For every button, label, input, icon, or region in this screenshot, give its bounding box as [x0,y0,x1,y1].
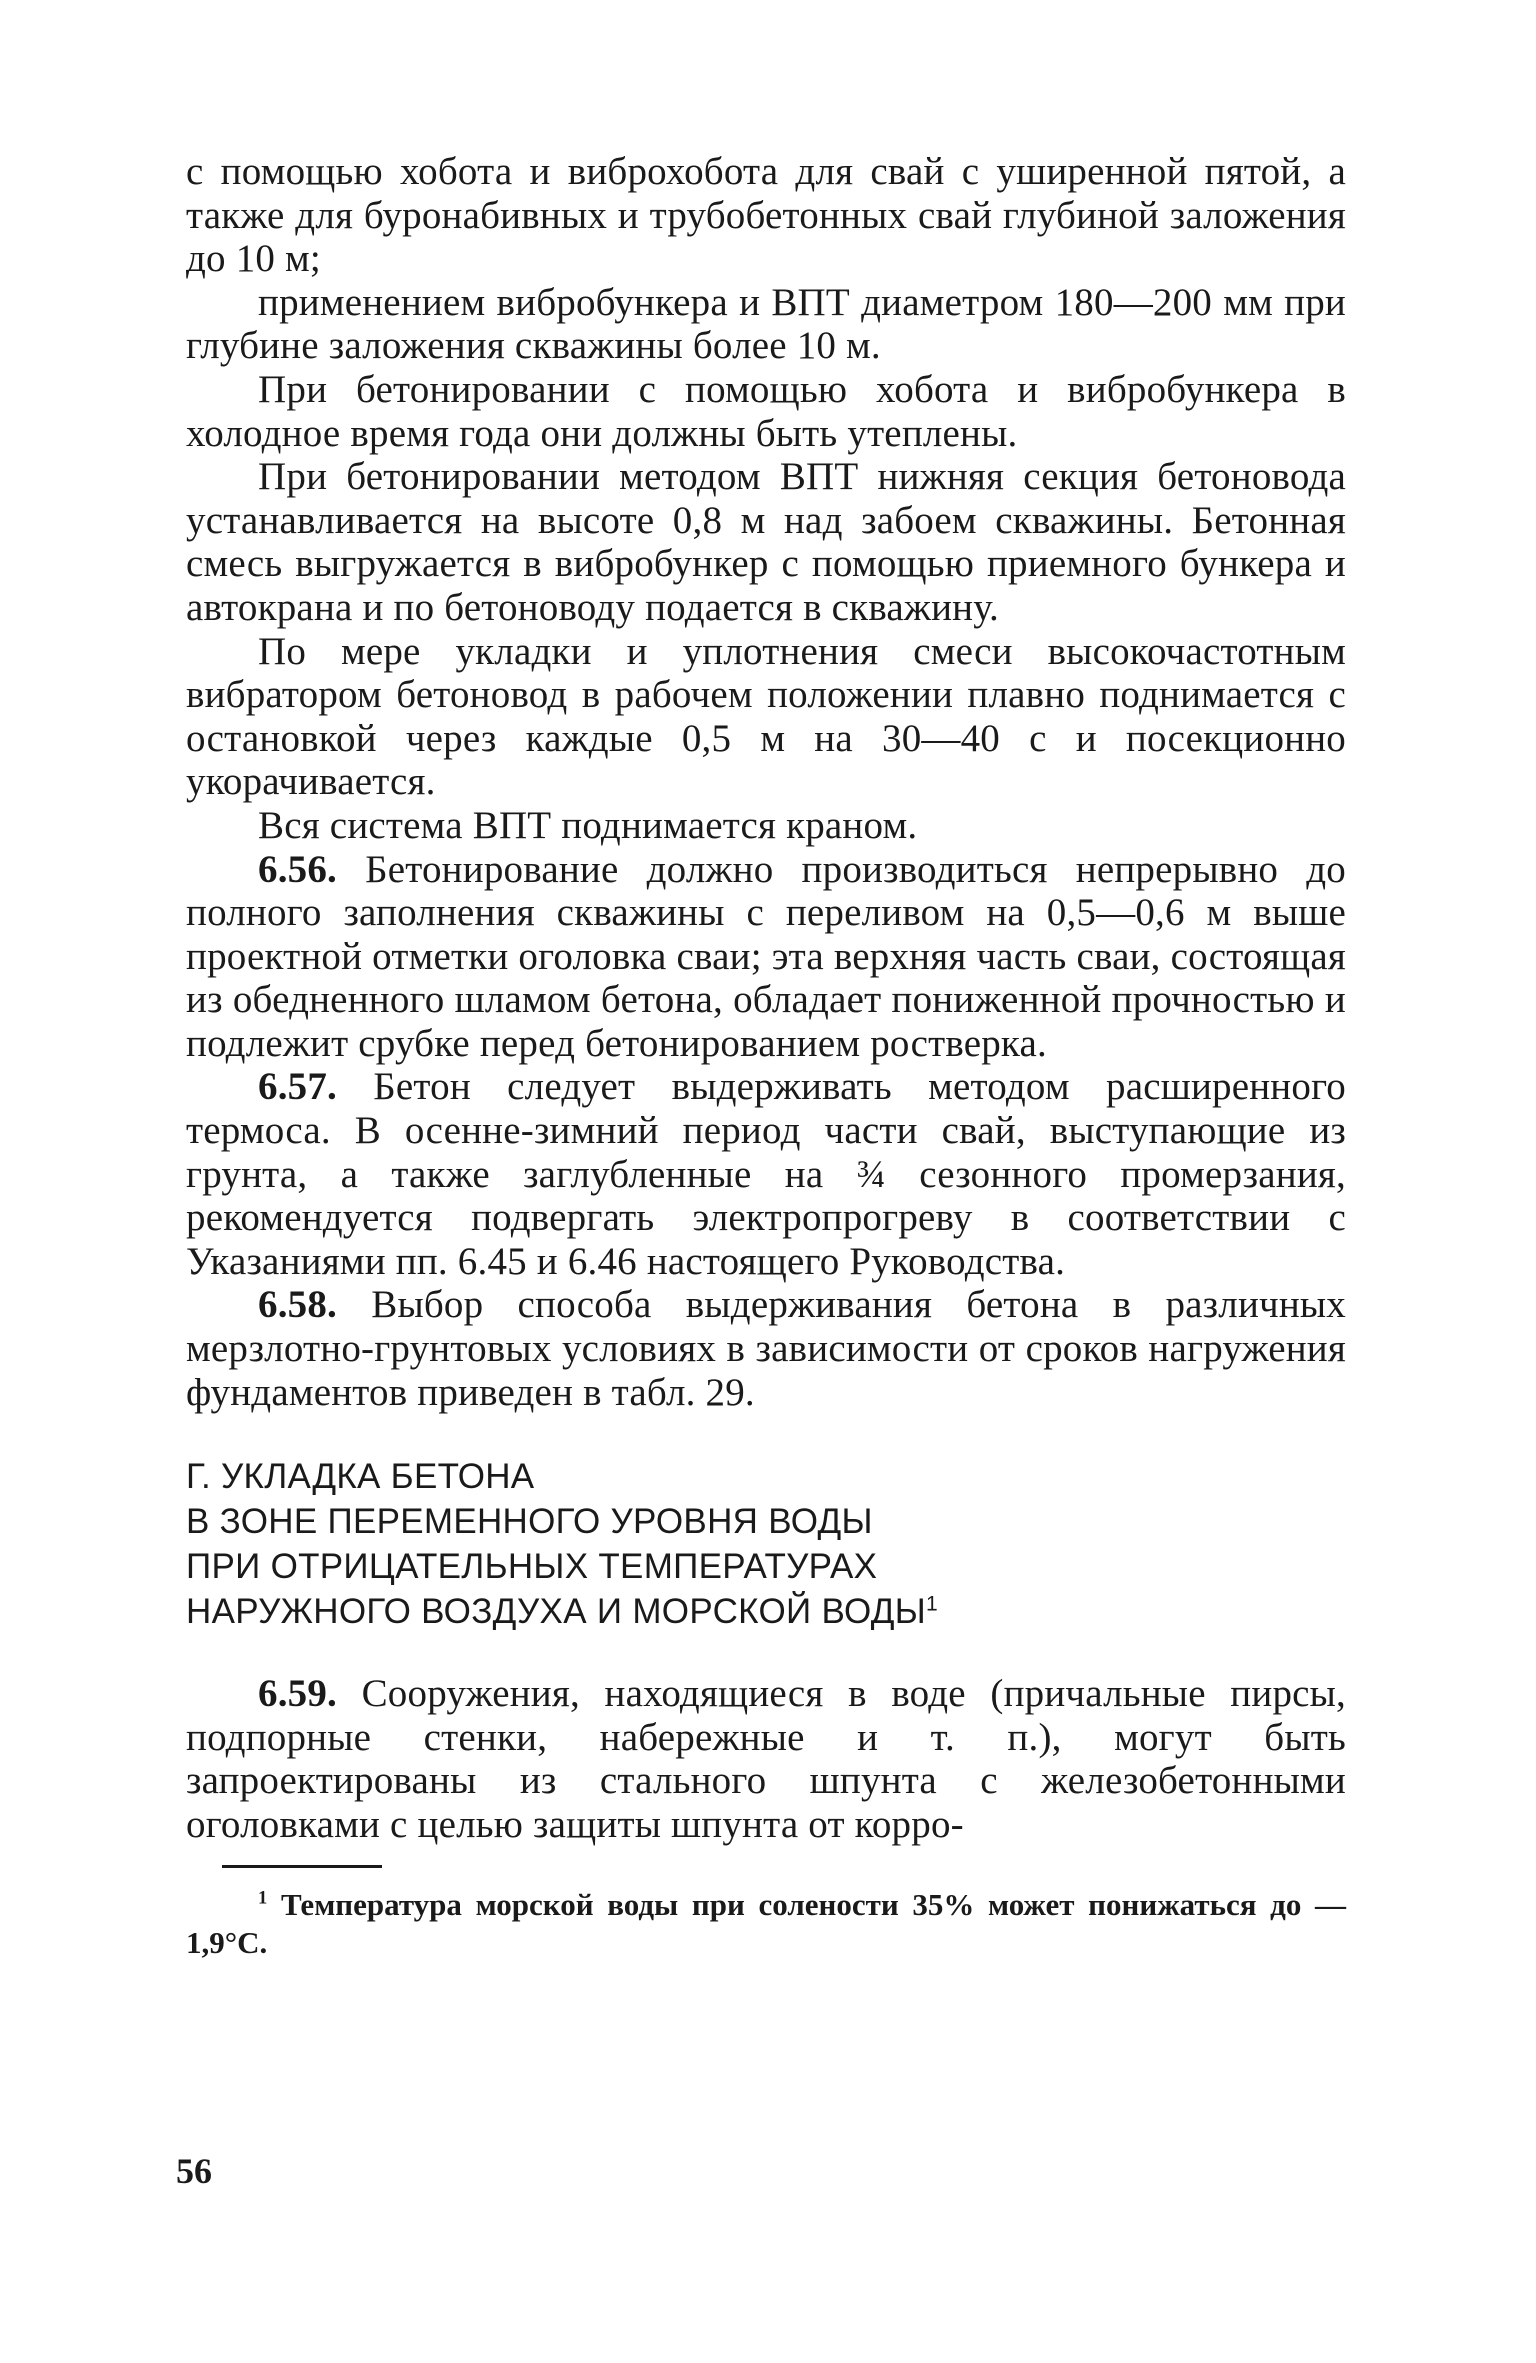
paragraph [186,150,1346,281]
paragraph-text: Бетонирование должно производиться непрерывно до полного заполнения скважины с переливом на 0,5—0,6 м выше проектной отметки оголовка сваи; эта верхняя часть сваи, состоящая из обедненного шламом бетона, обладает пониженной прочностью и подлежит срубке перед бетонированием ростверка. [186,847,1346,1065]
paragraph [186,281,1346,368]
heading-line-last [186,1589,1346,1634]
heading-line: ПРИ ОТРИЦАТЕЛЬНЫХ ТЕМПЕРАТУРАХ [186,1547,878,1587]
paragraph [186,368,1346,455]
clause-number: 6.56. [258,847,337,891]
footnote-reference: 1 [926,1592,938,1616]
clause-number: 6.59. [258,1672,337,1716]
paragraph-text: Выбор способа выдерживания бетона в различных мерзлотно-грунтовых условиях в зависимости от сроков нагружения фундаментов приведен в табл. 29. [186,1283,1347,1414]
paragraph-text: По мере укладки и уплотнения смеси высокочастотным вибратором бетоновод в рабочем положении плавно поднимается с остановкой через каждые 0,5 м на 30—40 с и посекционно укорачивается. [186,629,1346,804]
paragraph-text: Вся система ВПТ поднимается краном. [258,803,918,847]
paragraph-text: Бетон следует выдерживать методом расширенного термоса. В осенне-зимний период части свай, выступающие из грунта, а также заглубленные на ¾ сезонного промерзания, рекомендуется подвергать электропрогреву в соответствии с Указаниями пп. 6.45 и 6.46 настоящего Руководства. [186,1065,1347,1283]
clause-text: Сооружения, находящиеся в воде (причальные пирсы, подпорные стенки, набережные и т. п.), могут быть запроектированы из стального шпунта с железобетонными оголовками с целью защиты шпунта от корро- [186,1672,1347,1846]
footnote-divider [222,1865,382,1868]
paragraph-list [186,150,1346,1414]
paragraph-text: При бетонировании методом ВПТ нижняя секция бетоновода устанавливается на высоте 0,8 м над забоем скважины. Бетонная смесь выгружается в вибробункер с помощью приемного бункера и автокрана и по бетоноводу подается в скважину. [186,455,1346,629]
paragraph [186,630,1346,804]
clause-number: 6.58. [258,1283,337,1327]
paragraph-text: применением вибробункера и ВПТ диаметром 180—200 мм при глубине заложения скважины более 10 м. [186,280,1346,368]
heading-line-text: НАРУЖНОГО ВОЗДУХА И МОРСКОЙ ВОДЫ [186,1592,926,1632]
paragraph [186,848,1346,1066]
paragraph-6-59 [186,1672,1346,1846]
footnote [186,1886,1346,1962]
paragraph [186,455,1346,629]
paragraph [186,804,1346,848]
heading-line: В ЗОНЕ ПЕРЕМЕННОГО УРОВНЯ ВОДЫ [186,1502,873,1542]
page-body [186,150,1346,1962]
heading-line: Г. УКЛАДКА БЕТОНА [186,1457,535,1497]
section-heading [186,1454,1346,1634]
footnote-text: Температура морской воды при солености 35% может понижаться до —1,9°С. [186,1886,1346,1960]
paragraph [186,1065,1346,1283]
paragraph-text: с помощью хобота и виброхобота для свай с уширенной пятой, а также для буронабивных и трубобетонных свай глубиной заложения до 10 м; [186,150,1346,281]
paragraph [186,1283,1346,1414]
clause-number: 6.57. [258,1065,337,1109]
paragraph-text: При бетонировании с помощью хобота и вибробункера в холодное время года они должны быть утеплены. [186,367,1346,455]
page-number: 56 [176,2151,212,2191]
footnote-mark: 1 [258,1887,268,1909]
